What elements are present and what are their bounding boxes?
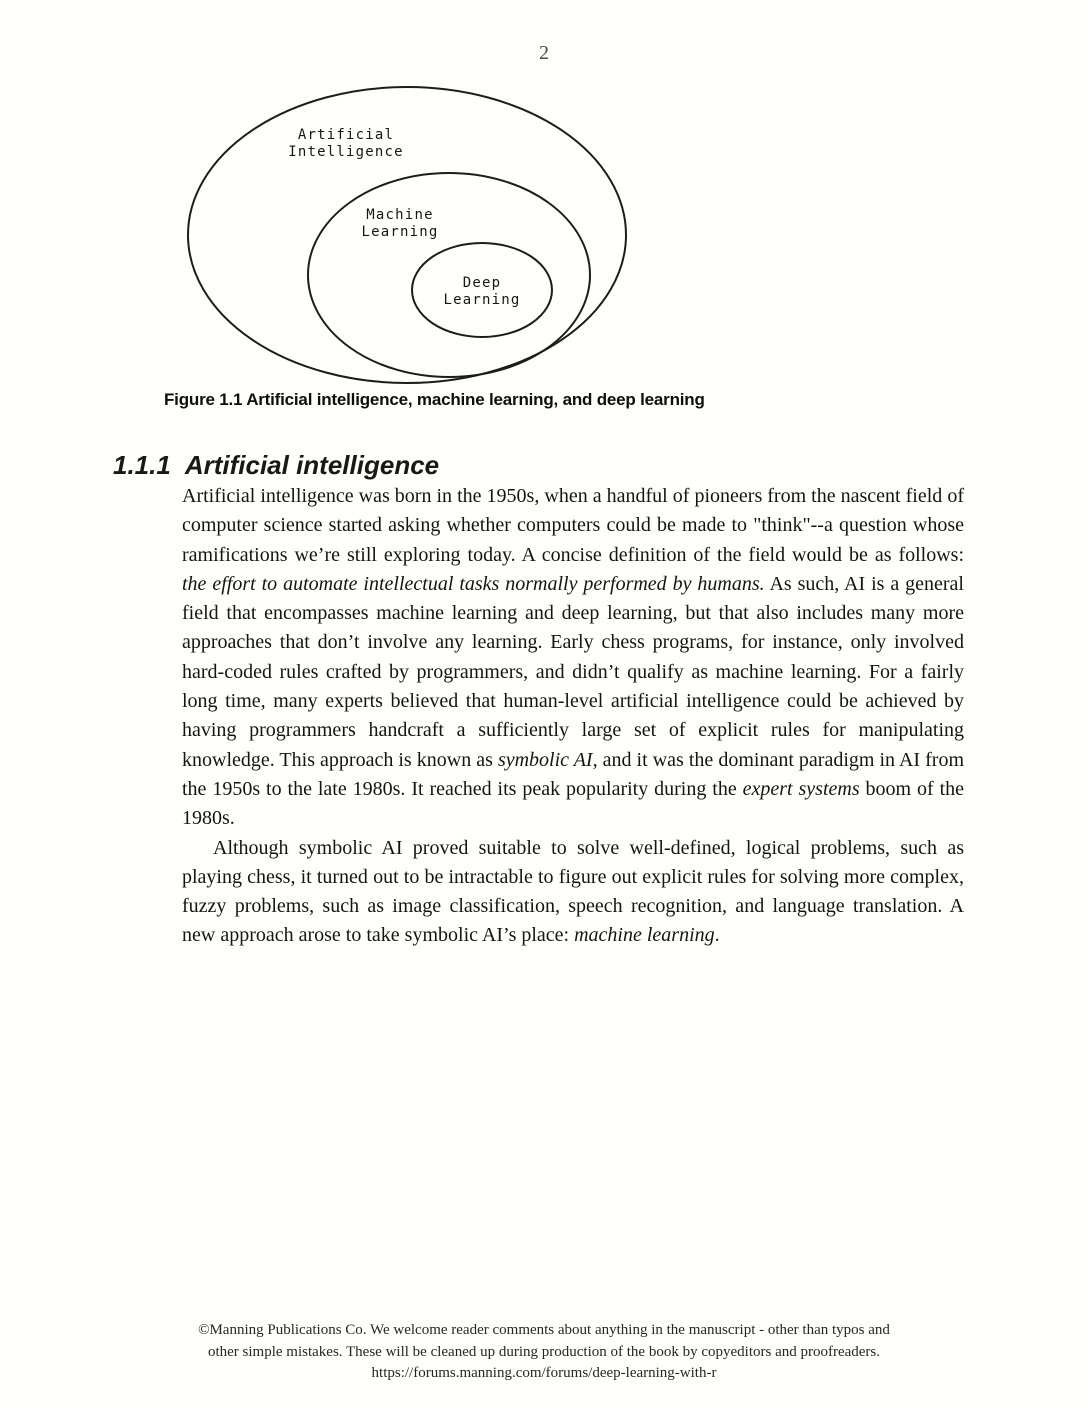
label-machine-learning-line2: Learning	[361, 224, 439, 240]
label-artificial-intelligence-line2: Intelligence	[288, 144, 404, 160]
label-deep-learning-line1: Deep	[462, 275, 502, 291]
label-deep-learning-line2: Learning	[443, 292, 521, 308]
footer-line: other simple mistakes. These will be cleaned up during production of the book by copyeditors and proofreaders.	[207, 1343, 881, 1360]
section-heading	[113, 450, 439, 481]
footer-line: ©Manning Publications Co. We welcome reader comments about anything in the manuscript - other than typos and	[198, 1322, 890, 1338]
body-text	[182, 482, 964, 951]
label-machine-learning-line1: Machine	[366, 207, 434, 223]
figure-caption: Figure 1.1 Artificial intelligence, machine learning, and deep learning	[164, 390, 705, 409]
label-artificial-intelligence-line1: Artificial	[297, 127, 395, 143]
venn-diagram	[185, 84, 633, 390]
paragraph: Although symbolic AI proved suitable to solve well-defined, logical problems, such as playing chess, it turned out to be intractable to figure out explicit rules for solving more complex, fuzzy problems, such as image classification, speech recognition, and language translation. A new approach arose to take symbolic AI’s place: machine learning.	[182, 836, 964, 947]
section-number: 1.1.1	[113, 450, 171, 480]
footer-url: https://forums.manning.com/forums/deep-learning-with-r	[371, 1365, 717, 1381]
section-title: Artificial intelligence	[184, 450, 440, 480]
footer	[0, 1320, 1088, 1385]
page-number: 2	[539, 42, 549, 64]
paragraph: Artificial intelligence was born in the 1950s, when a handful of pioneers from the nascent field of computer science started asking whether computers could be made to "think"--a question whose ramifications we’re still exploring today. A concise definition of the field would be as follows: the effort to automate intellectual tasks normally performed by humans. As such, AI is a general field that encompasses machine learning and deep learning, but that also includes many more approaches that don’t involve any learning. Early chess programs, for instance, only involved hard-coded rules crafted by programmers, and didn’t qualify as machine learning. For a fairly long time, many experts believed that human-level artificial intelligence could be achieved by having programmers handcraft a sufficiently large set of explicit rules for manipulating knowledge. This approach is known as symbolic AI, and it was the dominant paradigm in AI from the 1950s to the late 1980s. It reached its peak popularity during the expert systems boom of the 1980s.	[182, 485, 965, 830]
